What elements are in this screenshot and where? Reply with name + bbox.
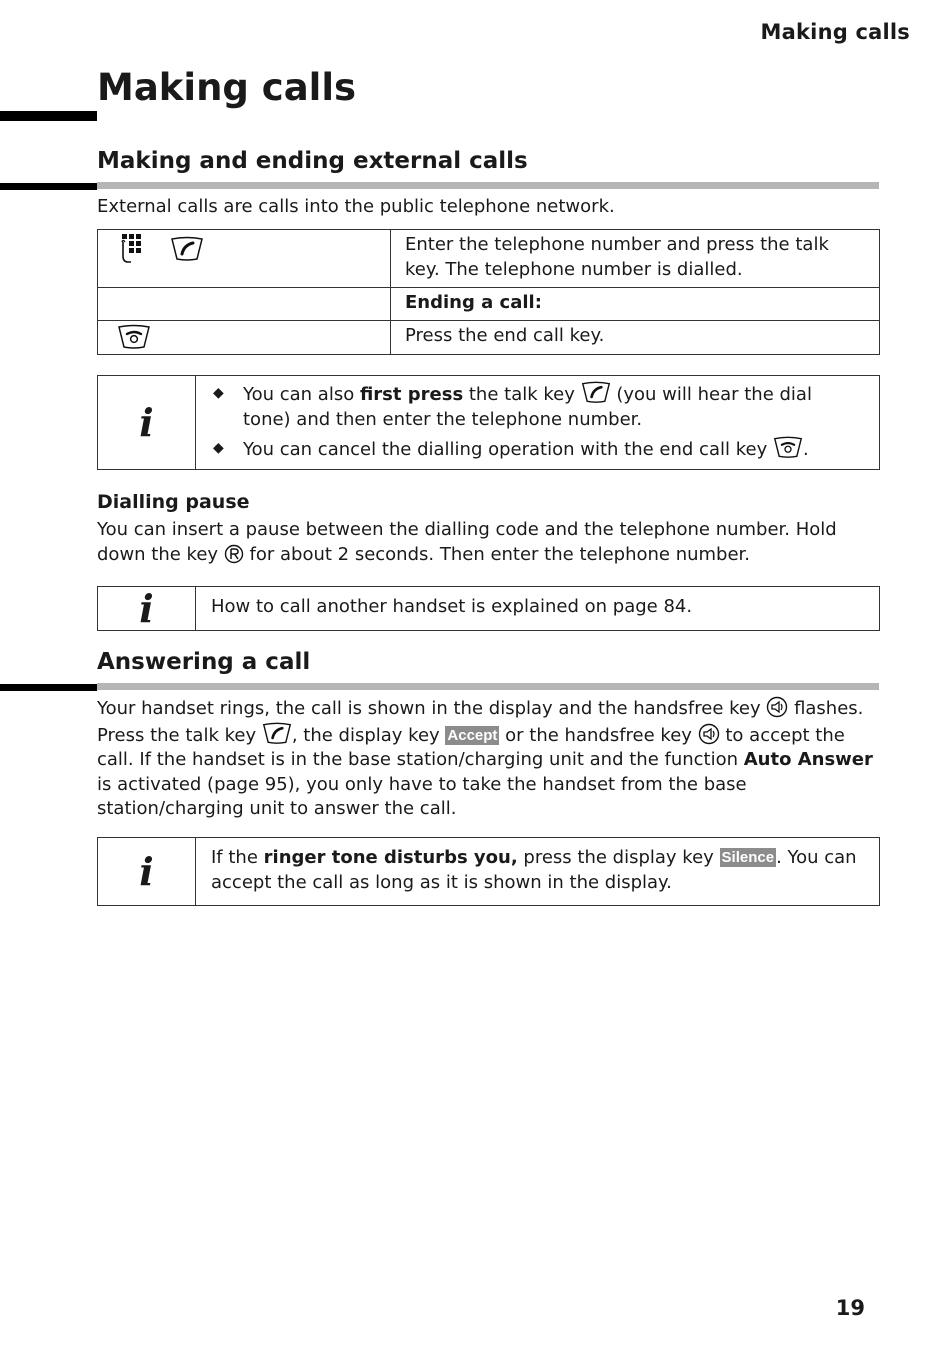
ending-call-heading: Ending a call: [391, 288, 880, 321]
talk-key-icon [581, 381, 611, 404]
silence-display-key: Silence [721, 849, 775, 866]
handsfree-key-icon [766, 696, 788, 718]
running-header: Making calls [760, 20, 910, 44]
section-bar-grey [97, 182, 879, 189]
answering-text: Your handset rings, the call is shown in the display and the handsfree key flashes. Press the talk key , the display key Accept or the handsfree key to accept the call. If the handset is in the base station/charging unit and the function Auto Answer is activated (page 95), you only have to take the handset from the base station/charging unit to answer the call. [97, 698, 873, 819]
info-icon: i [139, 399, 154, 445]
table-row [98, 230, 880, 288]
info-icon-cell [98, 587, 196, 630]
handsfree-key-icon [698, 723, 720, 745]
talk-key-icon [262, 722, 292, 745]
end-call-key-icon [117, 324, 151, 350]
section-title-external-calls: Making and ending external calls [97, 148, 528, 174]
end-call-key-icon [773, 436, 803, 459]
info-icon: i [139, 848, 154, 894]
keypad-icon [120, 232, 148, 266]
steps-table [97, 229, 880, 355]
dialling-pause-heading: Dialling pause [97, 491, 250, 513]
chapter-title: Making calls [97, 66, 357, 109]
page-number: 19 [835, 1296, 865, 1320]
table-row [98, 288, 880, 321]
bullet-icon: ◆ [213, 440, 224, 456]
key-cell [98, 320, 391, 355]
instruction-cell: Press the end call key. [391, 320, 880, 355]
section-bar-black [0, 183, 97, 190]
section-bar-grey [97, 683, 879, 690]
section-bar-black [0, 684, 97, 691]
key-cell [98, 230, 391, 288]
table-row [98, 320, 880, 355]
bullet-icon: ◆ [213, 385, 224, 401]
info-icon-cell [98, 376, 196, 469]
list-item: ◆ You can also first press the talk key (you will hear the dial tone) and then enter the telephone number. [211, 381, 865, 432]
list-item: ◆ You can cancel the dialling operation with the end call key . [211, 436, 865, 463]
info-icon-cell [98, 838, 196, 905]
section-title-answering: Answering a call [97, 649, 311, 675]
info-box [97, 586, 880, 631]
info-icon: i [139, 585, 154, 631]
accept-display-key: Accept [447, 726, 498, 744]
talk-key-icon [170, 236, 204, 262]
info-box-body: If the ringer tone disturbs you, press the display key Silence . You can accept the call as long as it is shown in the display. [211, 847, 857, 893]
info-box [97, 837, 880, 906]
info-box-body [196, 376, 879, 469]
instruction-cell: Enter the telephone number and press the talk key. The telephone number is dialled. [391, 230, 880, 288]
dialling-pause-text: You can insert a pause between the dialling code and the telephone number. Hold down the key for about 2 seconds. Then enter the telephone number. [97, 519, 837, 565]
chapter-title-bar [0, 111, 97, 121]
recall-key-icon [224, 544, 244, 564]
key-cell [98, 288, 391, 321]
info-box-body: How to call another handset is explained on page 84. [211, 596, 693, 617]
section-intro: External calls are calls into the public telephone network. [97, 196, 615, 217]
info-box [97, 375, 880, 470]
